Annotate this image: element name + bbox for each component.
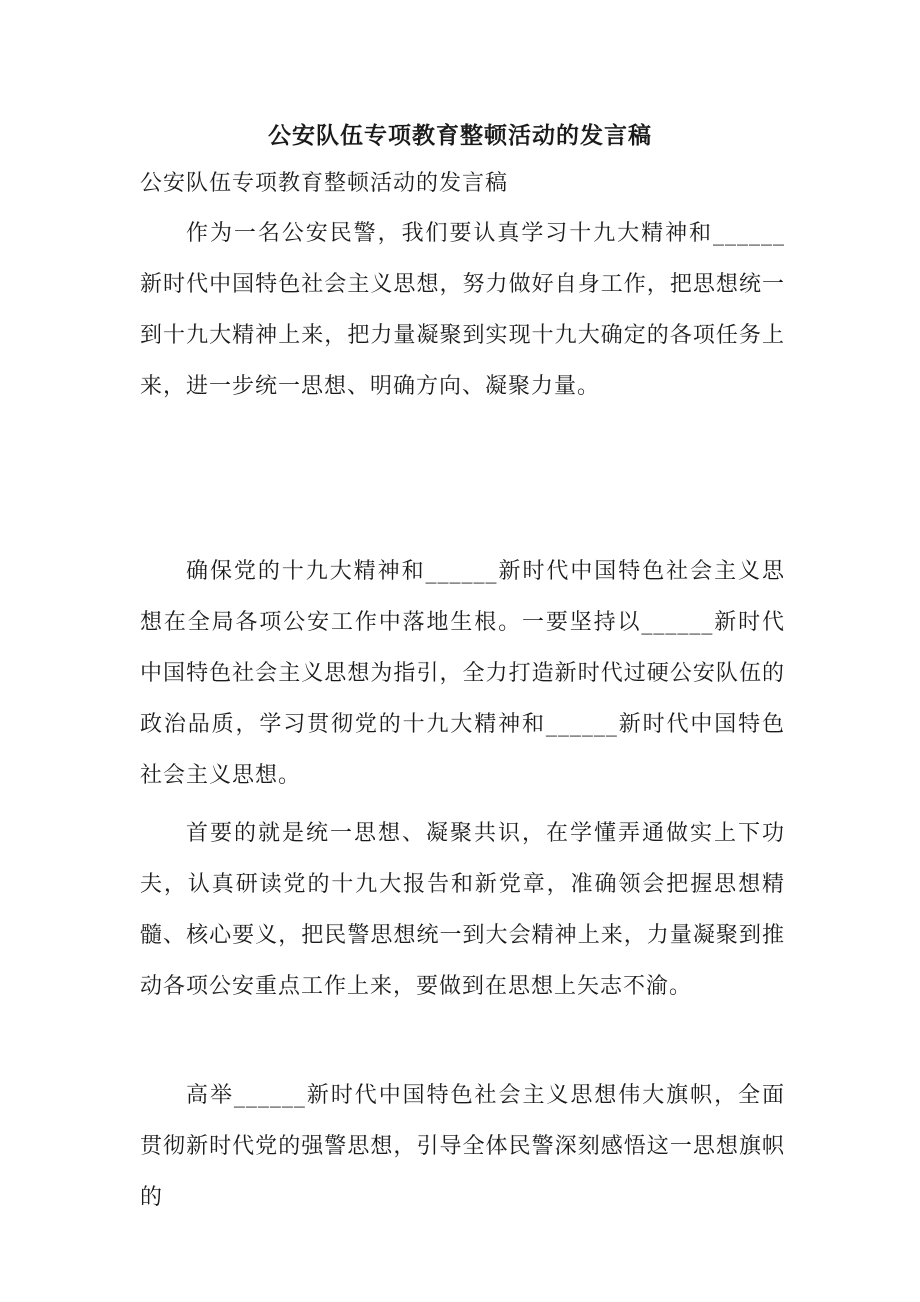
paragraph-2: 确保党的十九大精神和______新时代中国特色社会主义思想在全局各项公安工作中落地生根。一要坚持以______新时代中国特色社会主义思想为指引，全力打造新时代过硬公安队伍的政治品质，学习贯彻党的十九大精神和______新时代中国特色社会主义思想。: [140, 559, 785, 788]
paragraph-4: 高举______新时代中国特色社会主义思想伟大旗帜，全面贯彻新时代党的强警思想，引导全体民警深刻感悟这一思想旗帜的: [140, 1083, 785, 1210]
paragraph-1: 作为一名公安民警，我们要认真学习十九大精神和______新时代中国特色社会主义思想，努力做好自身工作，把思想统一到十九大精神上来，把力量凝聚到实现十九大确定的各项任务上来，进一步统一思想、明确方向、凝聚力量。: [140, 221, 785, 399]
document-subtitle: 公安队伍专项教育整顿活动的发言稿: [140, 171, 509, 196]
document-title: 公安队伍专项教育整顿活动的发言稿: [268, 122, 652, 149]
paragraph-3: 首要的就是统一思想、凝聚共识，在学懂弄通做实上下功夫，认真研读党的十九大报告和新党章，准确领会把握思想精髓、核心要义，把民警思想统一到大会精神上来，力量凝聚到推动各项公安重点工作上来，要做到在思想上矢志不渝。: [140, 821, 785, 999]
